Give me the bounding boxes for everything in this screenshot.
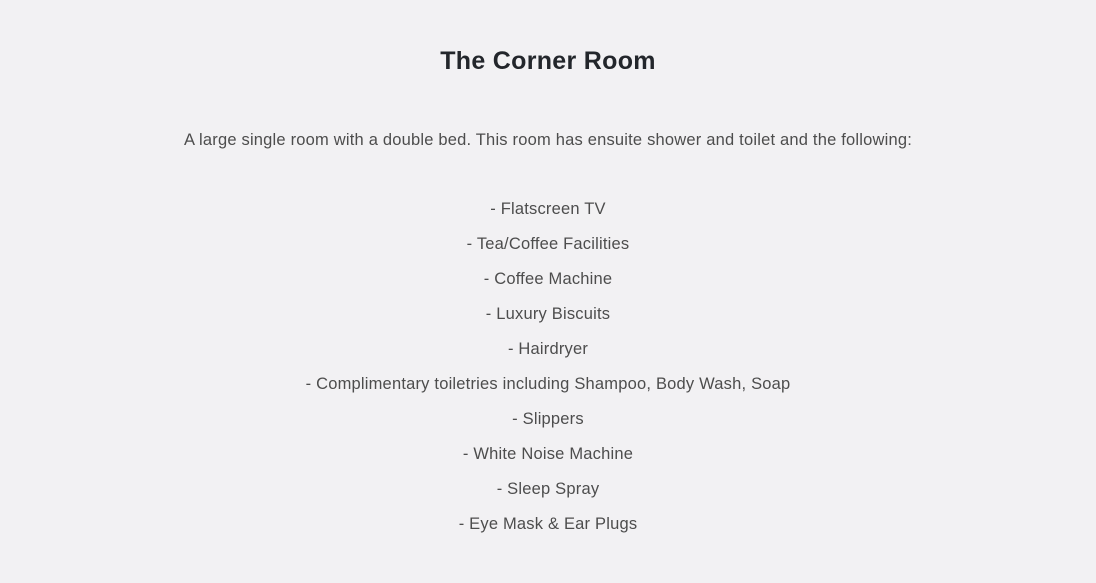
amenity-item: - Eye Mask & Ear Plugs xyxy=(458,515,638,533)
amenity-item: - Complimentary toiletries including Shampoo, Body Wash, Soap xyxy=(305,375,791,393)
amenity-item: - Hairdryer xyxy=(507,340,589,358)
room-description: A large single room with a double bed. This room has ensuite shower and toilet and the following: xyxy=(183,131,913,149)
amenity-item: - Slippers xyxy=(512,410,584,428)
amenity-item: - Luxury Biscuits xyxy=(485,305,611,323)
amenity-item: - Flatscreen TV xyxy=(490,200,606,218)
page-title: The Corner Room xyxy=(440,47,656,75)
amenity-item: - White Noise Machine xyxy=(462,445,634,463)
amenity-item: - Coffee Machine xyxy=(483,270,613,288)
amenities-list xyxy=(8,192,1088,542)
room-details-section xyxy=(8,0,1088,542)
amenity-item: - Tea/Coffee Facilities xyxy=(466,235,630,253)
amenity-item: - Sleep Spray xyxy=(496,480,600,498)
